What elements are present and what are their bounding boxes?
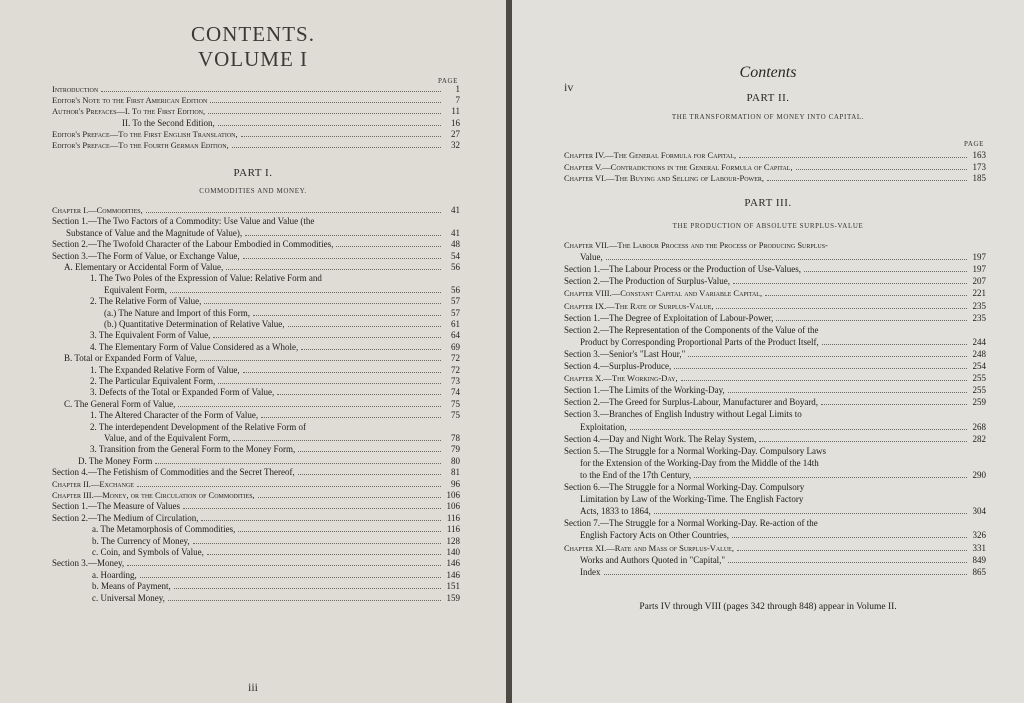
toc-entry: [52, 342, 460, 353]
toc-entry: [564, 288, 986, 299]
volume-heading: VOLUME I: [197, 47, 309, 71]
dot-leader: [253, 315, 441, 316]
dot-leader: [288, 326, 441, 327]
toc-entry-page: 268: [972, 421, 986, 432]
toc-entry: [52, 536, 460, 547]
dot-leader: [804, 271, 967, 272]
toc-entry: [52, 490, 460, 501]
part-one-title: COMMODITIES AND MONEY.: [199, 187, 307, 195]
dot-leader: [146, 212, 441, 213]
dot-leader: [193, 543, 441, 544]
toc-entry-page: 7: [455, 95, 460, 106]
right-page: [512, 0, 1024, 703]
toc-entry-title: Introduction: [52, 84, 99, 94]
dot-leader: [737, 550, 967, 551]
toc-entry-title: a. Hoarding,: [92, 569, 137, 580]
dot-leader: [245, 235, 441, 236]
left-page: [0, 0, 506, 703]
toc-entry: [52, 106, 460, 117]
toc-entry-title: Exploitation,: [580, 421, 627, 432]
toc-entry-page: 146: [446, 569, 460, 580]
dot-leader: [200, 360, 441, 361]
toc-entry-page: 57: [451, 307, 460, 318]
toc-entry-title: 4. The Elementary Form of Value Considered as a Whole,: [90, 341, 299, 352]
toc-entry-title: Product by Corresponding Proportional Parts of the Product Itself,: [580, 336, 819, 347]
toc-entry-title: Section 2.—The Medium of Circulation,: [52, 512, 199, 523]
toc-entry-title: C. The General Form of Value,: [64, 398, 176, 409]
toc-entry-page: 865: [972, 566, 986, 577]
toc-entry-page: 146: [446, 558, 460, 569]
toc-entry-page: 56: [451, 284, 460, 295]
toc-entry-page: 185: [972, 173, 986, 183]
toc-entry: [52, 353, 460, 364]
toc-entry: [52, 84, 460, 95]
dot-leader: [796, 169, 967, 170]
toc-entry-title: Chapter I.—Commodities,: [52, 205, 143, 215]
dot-leader: [261, 417, 441, 418]
toc-entry-title: Editor's Preface—To the Fourth German Edition,: [52, 140, 229, 150]
toc-entry-title: Section 2.—The Greed for Surplus-Labour, Manufacturer and Boyard,: [564, 397, 819, 408]
toc-entry: [52, 365, 460, 376]
toc-entry: [564, 567, 986, 578]
toc-entry: [52, 262, 460, 273]
toc-entry-page: 304: [972, 506, 986, 517]
toc-entry-title: Substance of Value and the Magnitude of Value),: [66, 227, 243, 238]
toc-entry: [52, 118, 460, 129]
toc-entry: [52, 285, 460, 296]
toc-entry-title: Section 1.—The Measure of Values: [52, 501, 181, 512]
toc-entry: [52, 205, 460, 216]
toc-entry: [564, 434, 986, 445]
toc-entry-page: 197: [972, 264, 986, 275]
toc-entry: [52, 273, 460, 284]
toc-entry: [564, 162, 986, 173]
toc-entry-title: 2. The interdependent Development of the Relative Form of: [90, 421, 307, 432]
toc-entry: [52, 319, 460, 330]
toc-entry-title: to the End of the 17th Century,: [580, 469, 692, 480]
toc-entry-title: Section 1.—The Degree of Exploitation of Labour-Power,: [564, 312, 774, 323]
toc-entry-title: Value,: [580, 252, 603, 263]
dot-leader: [604, 574, 968, 575]
dot-leader: [207, 554, 441, 555]
toc-entry-title: a. The Metamorphosis of Commodities,: [92, 524, 236, 535]
toc-entry-title: Chapter VI.—The Buying and Selling of Labour-Power,: [564, 173, 764, 183]
dot-leader: [210, 102, 441, 103]
toc-entry-page: 57: [451, 296, 460, 307]
toc-entry: [52, 239, 460, 250]
toc-entry-title: Section 3.—Branches of English Industry without Legal Limits to: [564, 409, 802, 420]
toc-entry: [52, 547, 460, 558]
toc-entry-page: 73: [451, 376, 460, 386]
toc-entry-title: English Factory Acts on Other Countries,: [580, 530, 729, 541]
toc-entry-title: Section 4.—Day and Night Work. The Relay System,: [564, 433, 757, 444]
toc-entry-title: Chapter XI.—Rate and Mass of Surplus-Value,: [564, 542, 734, 553]
toc-entry-title: Section 1.—The Two Factors of a Commodity: Use Value and Value (the: [52, 216, 315, 227]
toc-entry: [564, 313, 986, 324]
toc-entry: [564, 530, 986, 541]
toc-entry-title: Editor's Note to the First American Edition: [52, 95, 208, 106]
toc-entry-page: 248: [972, 348, 986, 359]
toc-entry-page: 235: [972, 300, 986, 311]
dot-leader: [301, 349, 441, 350]
toc-entry-page: 197: [972, 252, 986, 263]
toc-entry-title: 1. The Expanded Relative Form of Value,: [90, 364, 240, 375]
toc-entry-page: 255: [972, 385, 986, 396]
toc-entry-page: 69: [451, 341, 460, 352]
toc-entry: [564, 409, 986, 420]
toc-entry: [52, 140, 460, 151]
dot-leader: [298, 451, 441, 452]
toc-entry-page: 11: [451, 106, 460, 117]
toc-entry: [52, 467, 460, 478]
toc-entry-page: 255: [972, 373, 986, 384]
toc-entry: [52, 501, 460, 512]
page-number-iii: iii: [247, 680, 258, 694]
toc-entry: [52, 376, 460, 387]
toc-entry: [564, 482, 986, 493]
toc-entry: [52, 593, 460, 604]
toc-entry-title: Chapter III.—Money, or the Circulation of Commodities,: [52, 490, 255, 500]
toc-entry: [564, 337, 986, 348]
dot-leader: [226, 269, 441, 270]
toc-entry-page: 106: [446, 490, 460, 500]
toc-entry-title: Works and Authors Quoted in "Capital,": [580, 554, 726, 565]
dot-leader: [822, 344, 967, 345]
toc-entry-page: 207: [972, 276, 986, 287]
toc-entry-page: 27: [451, 128, 460, 139]
toc-entry-page: 326: [972, 530, 986, 541]
toc-entry-title: Section 3.—The Form of Value, or Exchange Value,: [52, 250, 240, 261]
toc-entry-title: c. Universal Money,: [92, 592, 165, 603]
toc-entry-page: 96: [451, 478, 460, 489]
volume-two-note: Parts IV through VIII (pages 342 through 848) appear in Volume II.: [639, 602, 897, 612]
toc-entry-title: D. The Money Form: [78, 455, 153, 466]
part-three-title: THE PRODUCTION OF ABSOLUTE SURPLUS-VALUE: [672, 222, 864, 230]
toc-entry-page: 235: [972, 312, 986, 323]
toc-entry: [564, 385, 986, 396]
toc-entry: [564, 252, 986, 263]
dot-leader: [776, 320, 967, 321]
toc-entry: [564, 518, 986, 529]
dot-leader: [140, 577, 441, 578]
dot-leader: [694, 477, 967, 478]
toc-entry: [564, 361, 986, 372]
toc-entry-title: Chapter II.—Exchange: [52, 478, 134, 489]
toc-entry-title: Chapter V.—Contradictions in the General Formula of Capital,: [564, 161, 793, 172]
dot-leader: [168, 600, 441, 601]
toc-entry: [564, 422, 986, 433]
toc-entry-title: Section 4.—Surplus-Produce,: [564, 361, 672, 371]
toc-entry-page: 78: [451, 433, 460, 443]
toc-entry-page: 259: [972, 397, 986, 408]
toc-entry-title: Section 7.—The Struggle for a Normal Working-Day. Re-action of the: [564, 518, 818, 529]
toc-entry-title: Section 6.—The Struggle for a Normal Working-Day. Compulsory: [564, 482, 805, 492]
toc-entry-page: 151: [446, 581, 460, 592]
toc-entry-page: 221: [972, 288, 986, 299]
contents-running-head: Contents: [739, 64, 797, 81]
toc-entry-page: 254: [972, 361, 986, 371]
toc-entry: [564, 458, 986, 469]
toc-entry-title: A. Elementary or Accidental Form of Value,: [64, 262, 224, 272]
toc-entry: [564, 349, 986, 360]
toc-entry-title: 1. The Altered Character of the Form of Value,: [90, 410, 259, 421]
dot-leader: [238, 531, 441, 532]
page-column-header-right: PAGE: [964, 140, 985, 148]
toc-entry-title: (b.) Quantitative Determination of Relative Value,: [104, 319, 285, 329]
toc-entry-page: 61: [451, 319, 460, 329]
dot-leader: [298, 474, 441, 475]
toc-entry: [52, 558, 460, 569]
dot-leader: [732, 537, 967, 538]
toc-entry-title: II. To the Second Edition,: [122, 117, 215, 128]
toc-entry-page: 849: [972, 554, 986, 565]
toc-entry-page: 16: [451, 117, 460, 128]
dot-leader: [606, 259, 967, 260]
dot-leader: [213, 337, 441, 338]
toc-entry: [564, 240, 986, 251]
toc-entry-page: 106: [446, 501, 460, 512]
toc-entry: [52, 228, 460, 239]
toc-entry-title: b. The Currency of Money,: [92, 535, 190, 546]
toc-entry: [52, 129, 460, 140]
toc-entry-page: 140: [446, 547, 460, 557]
toc-entry-title: Chapter X.—The Working-Day,: [564, 373, 678, 384]
toc-entry-page: 116: [446, 512, 460, 523]
dot-leader: [204, 303, 441, 304]
toc-entry: [564, 506, 986, 517]
toc-entry-title: Chapter VII.—The Labour Process and the Process of Producing Surplus-: [564, 240, 828, 250]
toc-entry-title: Chapter IV.—The General Formula for Capital,: [564, 150, 737, 160]
dot-leader: [765, 295, 967, 296]
toc-entry: [564, 543, 986, 554]
page-column-header: PAGE: [438, 77, 459, 85]
toc-entry: [52, 570, 460, 581]
toc-entry: [52, 410, 460, 421]
toc-entry: [52, 399, 460, 410]
dot-leader: [208, 113, 441, 114]
dot-leader: [759, 441, 967, 442]
toc-entry: [52, 479, 460, 490]
dot-leader: [218, 125, 441, 126]
toc-entry-title: 1. The Two Poles of the Expression of Value: Relative Form and: [90, 273, 322, 284]
toc-entry: [52, 95, 460, 106]
toc-entry-title: Section 4.—The Fetishism of Commodities and the Secret Thereof,: [52, 467, 295, 478]
dot-leader: [243, 372, 441, 373]
toc-entry-page: 159: [446, 592, 460, 603]
dot-leader: [174, 588, 441, 589]
toc-entry-page: 81: [451, 467, 460, 478]
toc-entry-title: Section 3.—Senior's "Last Hour,": [564, 348, 686, 359]
toc-entry-page: 56: [451, 262, 460, 272]
toc-entry-title: Editor's Preface—To the First English Translation,: [52, 128, 238, 139]
toc-entry: [52, 524, 460, 535]
page-number-iv: iv: [564, 80, 574, 94]
toc-entry: [564, 276, 986, 287]
toc-entry-page: 173: [972, 161, 986, 172]
dot-leader: [733, 283, 967, 284]
dot-leader: [233, 440, 441, 441]
dot-leader: [674, 368, 967, 369]
dot-leader: [243, 258, 441, 259]
toc-entry-title: Chapter VIII.—Constant Capital and Variable Capital,: [564, 288, 763, 299]
toc-entry-title: Author's Prefaces—I. To the First Edition,: [52, 106, 206, 117]
toc-entry-title: Section 2.—The Twofold Character of the Labour Embodied in Commodities,: [52, 239, 334, 250]
toc-entry-title: Section 5.—The Struggle for a Normal Working-Day. Compulsory Laws: [564, 445, 826, 456]
toc-entry-title: c. Coin, and Symbols of Value,: [92, 547, 204, 557]
toc-entry-page: 79: [451, 444, 460, 455]
toc-entry-page: 282: [972, 433, 986, 444]
toc-entry: [52, 216, 460, 227]
toc-entry-title: for the Extension of the Working-Day from the Middle of the 14th: [580, 457, 819, 468]
toc-entry: [52, 581, 460, 592]
toc-entry: [564, 264, 986, 275]
toc-entry-title: Acts, 1833 to 1864,: [580, 506, 651, 517]
toc-entry-title: Equivalent Form,: [104, 284, 167, 295]
dot-leader: [155, 463, 441, 464]
toc-entry-page: 116: [446, 524, 460, 535]
toc-entry-page: 54: [451, 250, 460, 261]
part-one-label: PART I.: [233, 167, 273, 179]
toc-entry-page: 290: [972, 469, 986, 480]
toc-entry-page: 75: [451, 398, 460, 409]
toc-entry-page: 244: [972, 336, 986, 347]
dot-leader: [728, 562, 967, 563]
toc-entry: [564, 173, 986, 184]
toc-entry-page: 72: [451, 364, 460, 375]
dot-leader: [654, 513, 967, 514]
toc-entry: [564, 373, 986, 384]
toc-entry: [564, 446, 986, 457]
toc-entry-title: 2. The Particular Equivalent Form,: [90, 376, 216, 386]
dot-leader: [201, 520, 441, 521]
dot-leader: [241, 136, 441, 137]
part-three-label: PART III.: [744, 197, 792, 209]
toc-entry-page: 48: [451, 239, 460, 250]
toc-entry: [52, 444, 460, 455]
toc-entry-page: 64: [451, 330, 460, 341]
toc-entry: [564, 470, 986, 481]
toc-entry-page: 75: [451, 410, 460, 421]
dot-leader: [277, 394, 441, 395]
toc-entry: [564, 301, 986, 312]
part-two-title: THE TRANSFORMATION OF MONEY INTO CAPITAL.: [671, 113, 865, 121]
dot-leader: [688, 356, 967, 357]
toc-entry-title: Value, and of the Equivalent Form,: [104, 433, 231, 443]
dot-leader: [218, 383, 441, 384]
toc-entry: [564, 397, 986, 408]
toc-entry-title: Section 1.—The Labour Process or the Production of Use-Values,: [564, 264, 801, 275]
dot-leader: [183, 508, 441, 509]
toc-entry-title: Chapter IX.—The Rate of Surplus-Value,: [564, 300, 714, 311]
part-two-label: PART II.: [746, 92, 790, 104]
toc-entry-title: Index: [580, 566, 601, 577]
dot-leader: [137, 486, 441, 487]
toc-entry-title: 3. Defects of the Total or Expanded Form of Value,: [90, 387, 275, 398]
toc-entry-title: 3. Transition from the General Form to the Money Form,: [90, 444, 296, 455]
dot-leader: [258, 497, 441, 498]
dot-leader: [127, 565, 441, 566]
toc-entry-page: 41: [451, 227, 460, 238]
toc-entry-title: Section 2.—The Production of Surplus-Value,: [564, 276, 730, 287]
toc-entry-page: 41: [451, 205, 460, 215]
toc-entry-page: 128: [446, 535, 460, 546]
toc-entry-page: 32: [451, 140, 460, 150]
toc-entry-title: Section 2.—The Representation of the Components of the Value of the: [564, 324, 819, 335]
toc-entry: [564, 150, 986, 161]
dot-leader: [767, 180, 967, 181]
toc-entry: [564, 325, 986, 336]
toc-entry-page: 331: [972, 542, 986, 553]
dot-leader: [232, 147, 441, 148]
toc-entry-title: B. Total or Expanded Form of Value,: [64, 353, 198, 364]
dot-leader: [336, 246, 441, 247]
toc-entry: [52, 422, 460, 433]
dot-leader: [716, 308, 967, 309]
toc-entry: [52, 387, 460, 398]
dot-leader: [630, 429, 967, 430]
toc-entry-title: 3. The Equivalent Form of Value,: [90, 330, 211, 341]
toc-entry: [564, 494, 986, 505]
toc-entry-title: (a.) The Nature and Import of this Form,: [104, 307, 251, 318]
dot-leader: [170, 292, 441, 293]
toc-entry: [564, 555, 986, 566]
toc-entry-page: 80: [451, 455, 460, 466]
toc-entry-title: b. Means of Payment,: [92, 581, 171, 592]
toc-entry-title: Limitation by Law of the Working-Time. The English Factory: [580, 494, 804, 505]
toc-entry-page: 163: [972, 150, 986, 160]
toc-entry: [52, 296, 460, 307]
dot-leader: [821, 404, 967, 405]
dot-leader: [728, 392, 967, 393]
dot-leader: [101, 91, 441, 92]
dot-leader: [739, 157, 967, 158]
toc-entry: [52, 513, 460, 524]
toc-entry-title: 2. The Relative Form of Value,: [90, 296, 202, 307]
contents-heading: CONTENTS.: [191, 22, 315, 46]
toc-entry: [52, 308, 460, 319]
toc-entry: [52, 456, 460, 467]
toc-entry-page: 1: [455, 84, 460, 94]
toc-entry-title: Section 1.—The Limits of the Working-Day,: [564, 385, 725, 396]
toc-entry: [52, 433, 460, 444]
toc-entry-page: 74: [451, 387, 460, 398]
toc-entry: [52, 251, 460, 262]
toc-entry: [52, 330, 460, 341]
dot-leader: [178, 406, 441, 407]
dot-leader: [681, 380, 967, 381]
toc-entry-title: Section 3.—Money,: [52, 558, 125, 569]
toc-entry-page: 72: [451, 353, 460, 364]
